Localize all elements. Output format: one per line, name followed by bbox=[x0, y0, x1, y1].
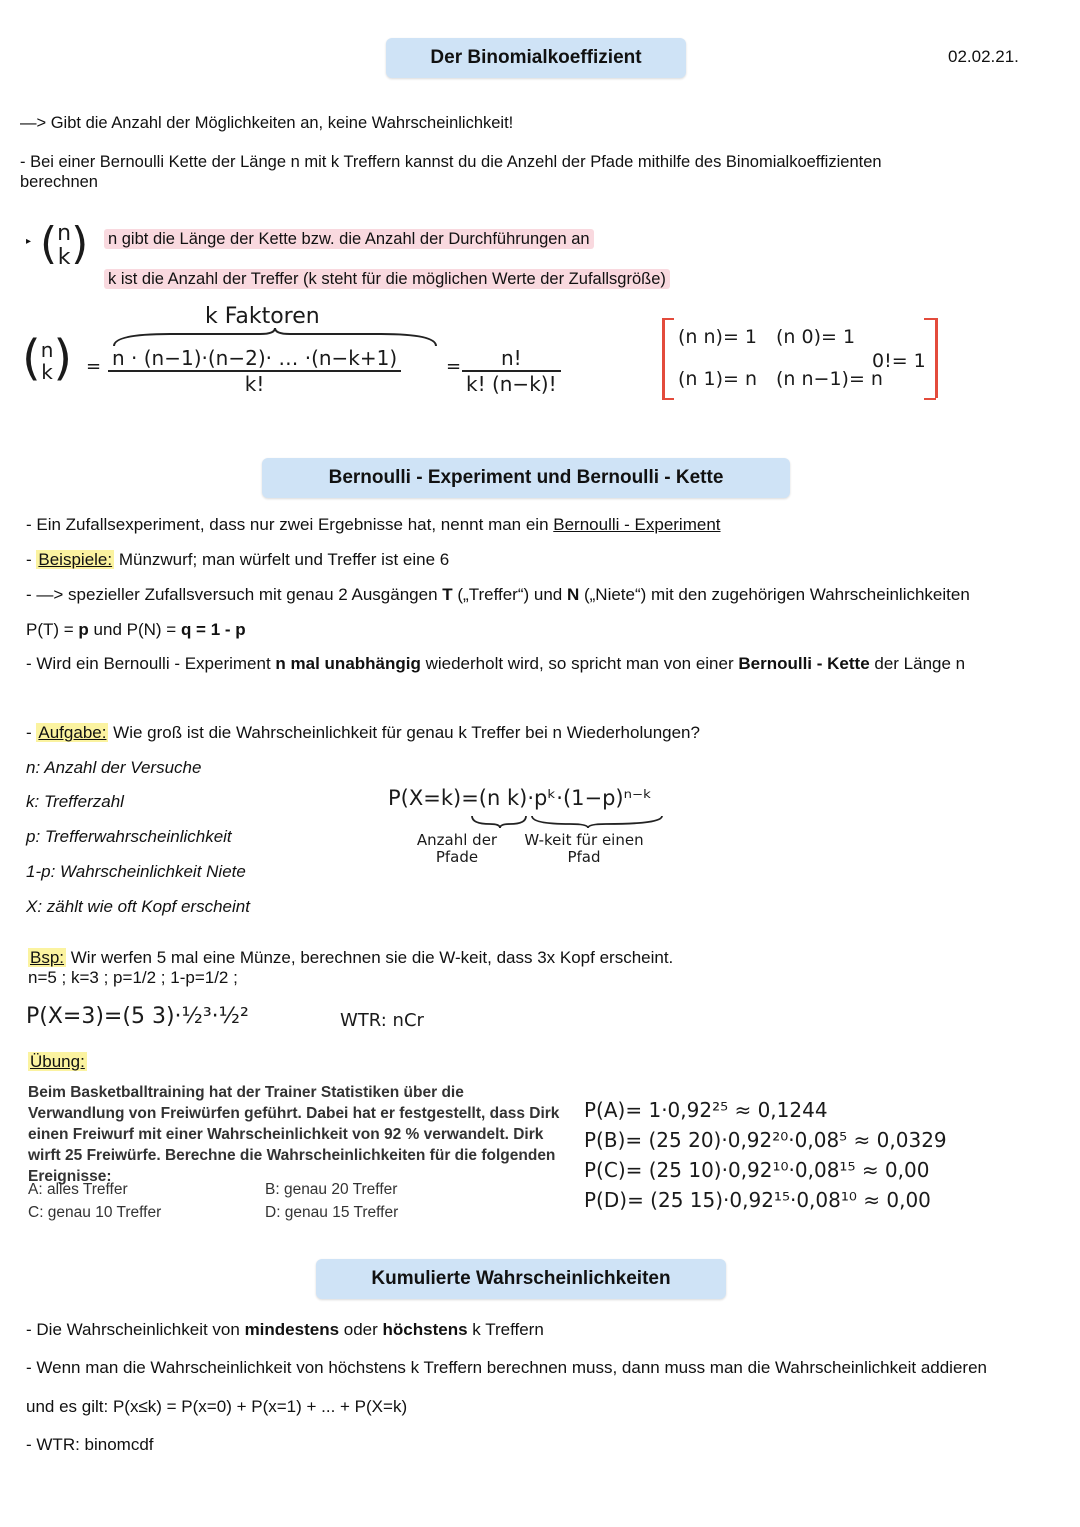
chain-definition: - Wird ein Bernoulli - Experiment n mal unabhängig wiederholt wird, so spricht man von einer Bernoulli - Kette der Länge n bbox=[26, 654, 966, 673]
rule-zero-factorial: 0!= 1 bbox=[872, 350, 926, 372]
bracket-tr bbox=[924, 318, 936, 320]
answer-a: P(A)= 1·0,92²⁵ ≈ 0,1244 bbox=[584, 1098, 828, 1122]
cumulative-rule: - Wenn man die Wahrscheinlichkeit von höchstens k Treffern berechnen muss, dann muss man die Wahrscheinlichkeit addieren bbox=[26, 1358, 987, 1377]
wtr-hint: WTR: nCr bbox=[340, 1010, 424, 1031]
rule-n-n: (n n)= 1 bbox=[678, 326, 757, 348]
chain-line-b: berechnen bbox=[20, 173, 98, 191]
examples-line: - Beispiele: Münzwurf; man würfelt und Treffer ist eine 6 bbox=[26, 550, 450, 569]
section-title-kumuliert: Kumulierte Wahrscheinlichkeiten bbox=[316, 1259, 726, 1299]
equals-2: = bbox=[446, 356, 462, 377]
event-a: A: alles Treffer bbox=[28, 1181, 128, 1198]
def-n: n: Anzahl der Versuche bbox=[26, 758, 202, 777]
section-title-bernoulli: Bernoulli - Experiment und Bernoulli - Kette bbox=[262, 458, 790, 498]
binom-fraction-2 bbox=[462, 346, 561, 396]
answer-c: P(C)= (25 10)·0,92¹⁰·0,08¹⁵ ≈ 0,00 bbox=[584, 1158, 930, 1182]
bracket-br bbox=[924, 398, 936, 400]
rule-n-0: (n 0)= 1 bbox=[776, 326, 856, 348]
binom-lhs: (n k) bbox=[22, 330, 73, 386]
brace-label: k Faktoren bbox=[205, 304, 320, 329]
denominator-2: k! (n−k)! bbox=[466, 372, 557, 396]
rule-n-1: (n 1)= n bbox=[678, 368, 757, 390]
numerator-2: n! bbox=[462, 346, 561, 372]
exercise-text: Beim Basketballtraining hat der Trainer Statistiken über die Verwandlung von Freiwürfen geführt. Dabei hat er festgestellt, dass Dirk einen Freiwurf mit einer Wahrscheinlichkeit von 92 % verwandelt. Dirk wirft 25 Freiwürfe. Berechne die Wahrscheinlichkeiten für die folgenden Ereignisse: bbox=[28, 1084, 560, 1185]
answer-b: P(B)= (25 20)·0,92²⁰·0,08⁵ ≈ 0,0329 bbox=[584, 1128, 947, 1152]
chain-line-a: - Bei einer Bernoulli Kette der Länge n mit k Treffern kannst du die Anzehl der Pfade mithilfe des Binomialkoeffizienten bbox=[20, 153, 882, 171]
def-x: X: zählt wie oft Kopf erscheint bbox=[26, 897, 250, 916]
section-title-binomialkoeffizient: Der Binomialkoeffizient bbox=[386, 38, 686, 78]
binom-fraction-1 bbox=[108, 346, 401, 396]
task-line: - Aufgabe: Wie groß ist die Wahrscheinlichkeit für genau k Treffer bei n Wiederholungen? bbox=[26, 723, 700, 742]
denominator-1: k! bbox=[244, 372, 265, 396]
event-d: D: genau 15 Treffer bbox=[265, 1204, 399, 1221]
event-c: C: genau 10 Treffer bbox=[28, 1204, 162, 1221]
example-formula: P(X=3)=(5 3)·½³·½² bbox=[26, 1004, 249, 1029]
bracket-tl bbox=[662, 318, 674, 320]
probabilities-line: P(T) = p und P(N) = q = 1 - p bbox=[26, 620, 246, 639]
def-k: k: Trefferzahl bbox=[26, 792, 124, 811]
bernoulli-formula: P(X=k)=(n k)·pᵏ·(1−p)ⁿ⁻ᵏ bbox=[388, 786, 653, 810]
def-1-p: 1-p: Wahrscheinlichkeit Niete bbox=[26, 862, 246, 881]
cumulative-intro: - Die Wahrscheinlichkeit von mindestens oder höchstens k Treffern bbox=[26, 1320, 544, 1339]
date: 02.02.21. bbox=[948, 47, 1019, 66]
bracket-bl bbox=[662, 398, 674, 400]
outcomes-line: - —> spezieller Zufallsversuch mit genau 2 Ausgängen T („Treffer“) und N („Niete“) mit den zugehörigen Wahrscheinlichkeiten bbox=[26, 585, 970, 604]
annotation-paths: Anzahl der Pfade bbox=[416, 831, 498, 866]
bernoulli-definition: - Ein Zufallsexperiment, dass nur zwei Ergebnisse hat, nennt man ein Bernoulli - Experiment bbox=[26, 515, 721, 534]
intro-line: —> Gibt die Anzahl der Möglichkeiten an, keine Wahrscheinlichkeit! bbox=[20, 114, 514, 132]
cumulative-formula: und es gilt: P(x≤k) = P(x=0) + P(x=1) + ... + P(X=k) bbox=[26, 1397, 408, 1416]
example-line: Bsp: Wir werfen 5 mal eine Münze, berechnen sie die W-keit, dass 3x Kopf erscheint. bbox=[30, 948, 674, 967]
wtr-binomcdf: - WTR: binomcdf bbox=[26, 1435, 154, 1454]
annotation-path-prob: W-keit für einen Pfad bbox=[524, 831, 644, 866]
answer-d: P(D)= (25 15)·0,92¹⁵·0,08¹⁰ ≈ 0,00 bbox=[584, 1188, 931, 1212]
numerator-1: n · (n−1)·(n−2)· … ·(n−k+1) bbox=[108, 346, 401, 372]
rule-n-nminus1: (n n−1)= n bbox=[776, 368, 883, 390]
uebung-label: Übung: bbox=[30, 1052, 85, 1071]
k-description: k ist die Anzahl der Treffer (k steht für die möglichen Werte der Zufallsgröße) bbox=[104, 270, 670, 289]
equals-1: = bbox=[86, 356, 102, 377]
example-values: n=5 ; k=3 ; p=1/2 ; 1-p=1/2 ; bbox=[28, 968, 238, 987]
def-p: p: Trefferwahrscheinlichkeit bbox=[26, 827, 232, 846]
arrow-marker-icon: ▸ bbox=[26, 236, 32, 247]
formula-braces-icon bbox=[470, 814, 670, 830]
event-b: B: genau 20 Treffer bbox=[265, 1181, 398, 1198]
binom-symbol: (n k) bbox=[40, 218, 89, 270]
n-description: n gibt die Länge der Kette bzw. die Anzahl der Durchführungen an bbox=[104, 230, 594, 249]
